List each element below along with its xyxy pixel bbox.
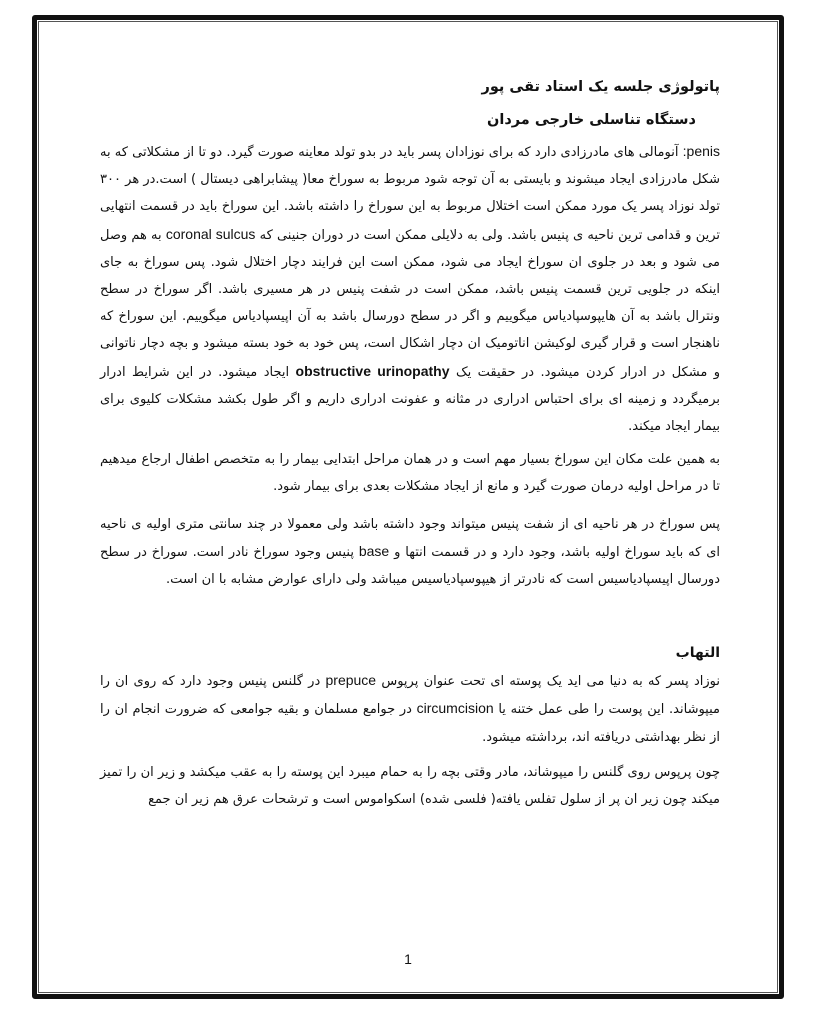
paragraph-referral: به همین علت مکان این سوراخ بسیار مهم است و در همان مراحل ابتدایی بیمار را به متخصص اطفال ارجاع میدهیم تا در مراحل اولیه درمان صورت گیرد و مانع از ایجاد مشکلات بعدی برای بیمار شود.	[100, 452, 720, 495]
paragraph-text: پس سوراخ در هر ناحیه ای از شفت پنیس میتواند وجود داشته باشد ولی معمولا در چند سانتی متری اولیه ی ناحیه ای که باید سوراخ اولیه باشد، وجود دارد و در قسمت انتها و	[100, 516, 720, 560]
term-penis: :penis	[682, 143, 720, 159]
paragraph-prepuce	[100, 667, 720, 751]
term-prepuce: prepuce	[325, 672, 377, 689]
paragraph-text: نوزاد پسر که به دنیا می اید یک پوسته ای تحت عنوان پرپوس	[376, 674, 721, 690]
section-title: دستگاه تناسلی خارجی مردان	[486, 112, 696, 128]
paragraph-hygiene: چون پرپوس روی گلنس را میپوشاند، مادر وقتی بچه را به حمام میبرد این پوسته را به عقب میکشد و زیر ان را تمیز میکند چون زیر ان پر از سلول تفلس یافته( فلسی شده) اسکواموس است و ترشحات عرق هم زیر ان جمع	[100, 764, 720, 808]
paragraph-text: در جوامع مسلمان و بقیه جوامعی که ضرورت انجام ان را از نظر بهداشتی دریافته اند، برداشته میشود.	[100, 702, 720, 745]
paragraph-text: به هم وصل می شود و بعد در جلوی ان سوراخ ایجاد می شود، ممکن است این فرایند دچار اختلال شود. پس سوراخ به جای اینکه در جلویی ترین قسمت پنیس باشد، ممکن است در شفت پنیس در هر مسیری باشد. اگر سوراخ در سطح ونترال باشد به آن هایپوسپادیاس میگوییم و اگر در سطح دورسال باشد به آن اپیسپادیاس میگوییم. این سوراخ که ناهنجار است و قرار گیری لوکیشن اناتومیک ان دچار اشکال است، پس خود به خود بسته میشود و بچه دچار ناتوانی و مشکل در ادرار کردن میشود. در حقیقت یک	[100, 227, 720, 380]
document-title: پاتولوژی جلسه یک استاد تقی پور	[481, 79, 720, 95]
paragraph-text: آنومالی های مادرزادی دارد که برای نوزادان پسر باید در بدو تولد معاینه صورت گیرد. دو تا از مشکلاتی که به شکل مادرزادی ایجاد میشوند و بایستی به آن توجه شود مربوط به سوراخ معا( پیشابراهی دیستال ) است.در هر ۳۰۰ تولد نوزاد پسر یک مورد ممکن است اختلال مربوط به این سوراخ را داشته باشد. این سوراخ باید در قسمت انتهایی ترین و قدامی ترین ناحیه ی پنیس باشد. ولی به دلایلی ممکن است در دوران جنینی که	[100, 145, 720, 243]
term-obstructive-urinopathy: obstructive urinopathy	[295, 362, 450, 379]
term-coronal-sulcus: coronal sulcus	[165, 225, 256, 242]
term-circumcision: circumcision	[416, 700, 494, 717]
paragraph-penis-anomalies	[100, 138, 720, 440]
page-number: 1	[404, 951, 412, 967]
section-heading-inflammation: التهاب	[675, 645, 720, 662]
document-page	[100, 70, 720, 813]
paragraph-text: پنیس وجود سوراخ نادر است. سوراخ در سطح دورسال اپیسپادیاسیس است که نادرتر از هیپوسپادیاسیس میباشد ولی دارای عوارض مشابه با ان است.	[100, 544, 720, 588]
paragraph-shaft-location	[100, 511, 720, 594]
paragraph-text: ایجاد میشود. در این شرایط ادرار برمیگردد و زمینه ای برای احتباس ادراری در مثانه و عفونت ادراری داریم و اگر طول بکشد مشکلات کلیوی برای بیمار ایجاد میکند.	[100, 364, 720, 435]
paragraph-text: در گلنس پنیس وجود دارد که روی ان را میپوشاند. این پوست را طی عمل ختنه یا	[100, 674, 720, 718]
term-base: base	[358, 542, 390, 559]
